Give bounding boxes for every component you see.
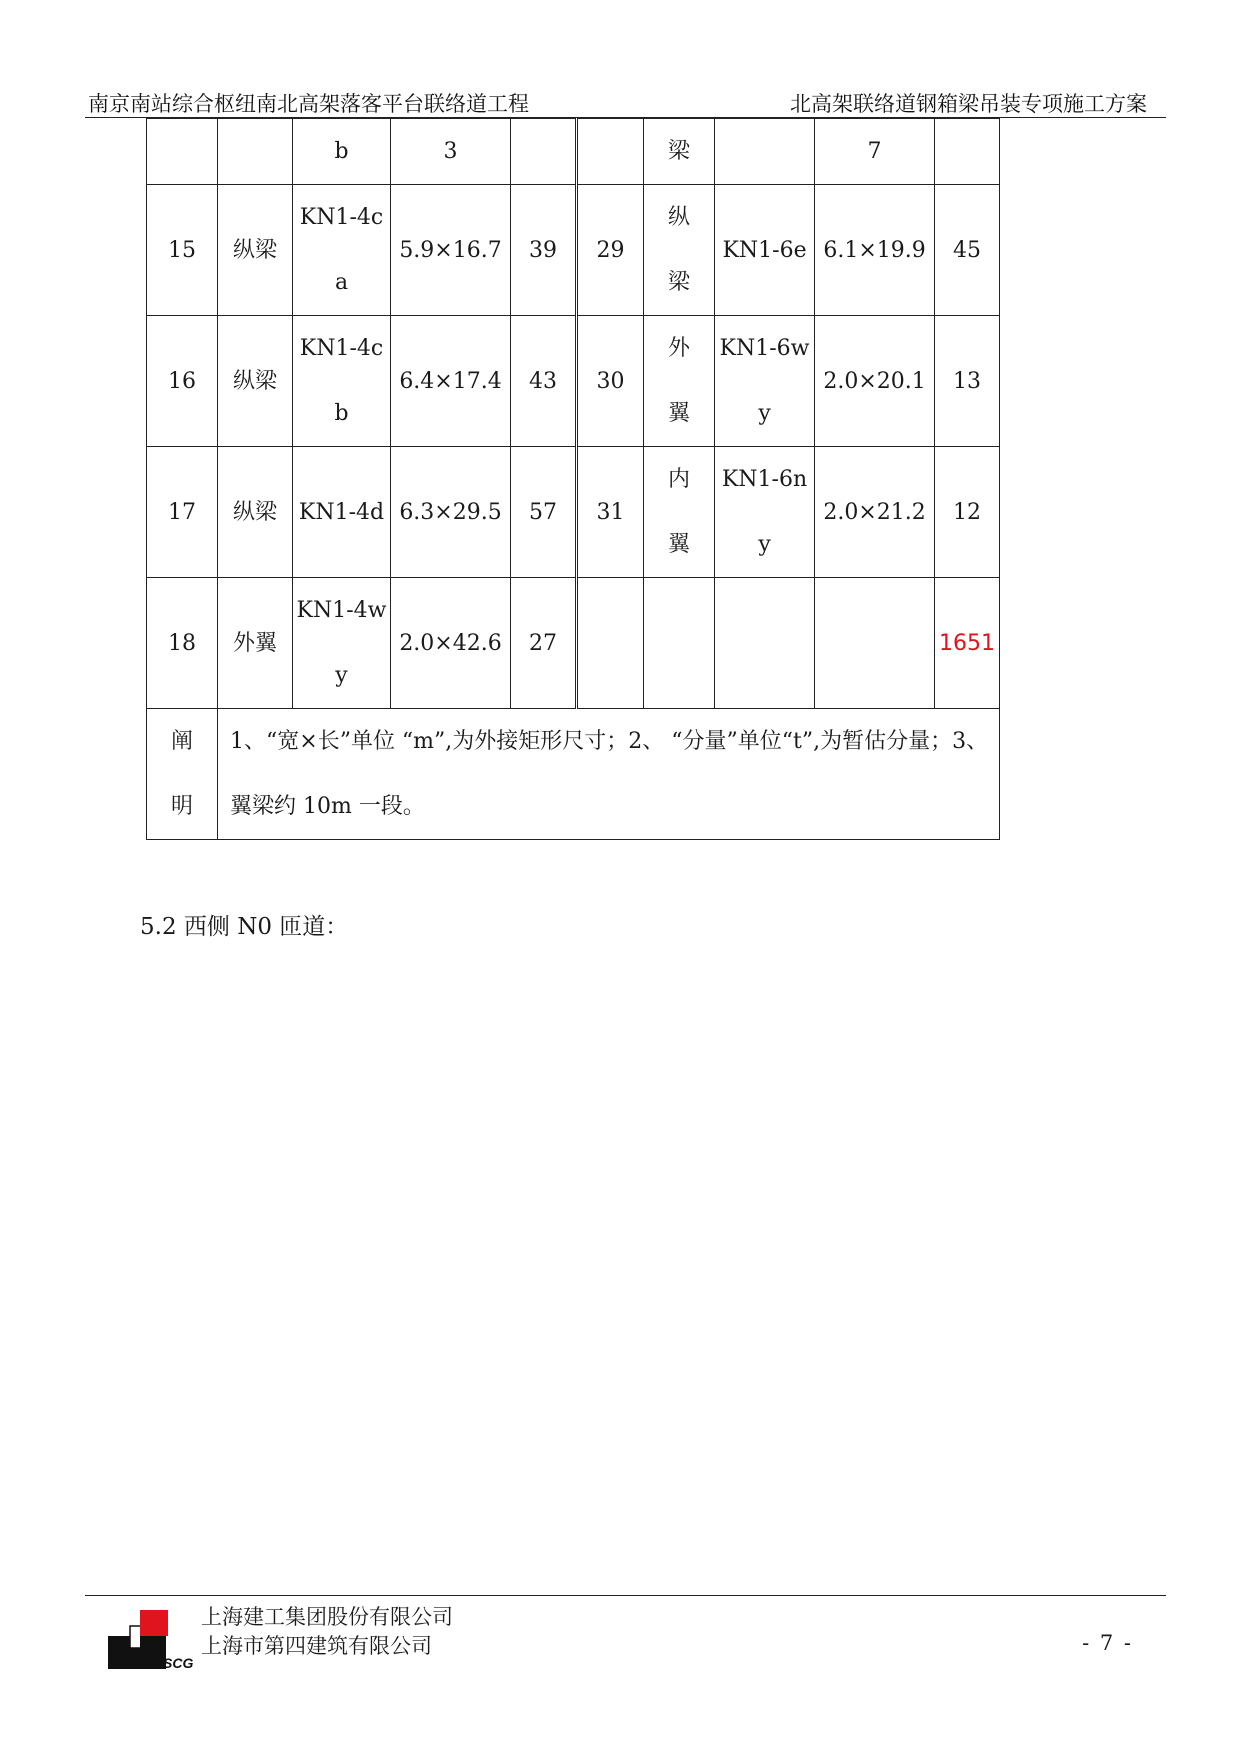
table-cell-size: 6.3×29.5 [391,447,511,578]
table-cell-code: KN1-4ca [293,185,391,316]
table-cell-code: KN1-4wy [293,578,391,709]
table-cell-size: 2.0×42.6 [391,578,511,709]
table-row [147,119,1000,185]
table-cell-size: 7 [815,119,935,185]
note-text: 1、“宽×长”单位 “m”,为外接矩形尺寸；2、 “分量”单位“t”,为暂估分量；3、翼梁约 10m 一段。 [218,709,1000,840]
table-cell [715,119,815,185]
table-cell-weight: 39 [511,185,577,316]
table-row [147,578,1000,709]
table-cell [218,119,293,185]
table-cell-weight: 45 [935,185,1000,316]
company-name-group: 上海建工集团股份有限公司 [201,1605,453,1629]
table-cell-type: 纵梁 [644,185,715,316]
table-cell [577,119,644,185]
total-weight-cell: 1651 [935,578,1000,709]
table-cell-weight: 12 [935,447,1000,578]
table-cell-no: 15 [147,185,218,316]
table-cell-code: KN1-4cb [293,316,391,447]
table-cell-code: b [293,119,391,185]
note-label: 阐明 [147,709,218,840]
table-cell-type: 纵梁 [218,316,293,447]
table-row [147,447,1000,578]
table-cell-no: 31 [577,447,644,578]
table-cell-weight: 43 [511,316,577,447]
company-name-subsidiary: 上海市第四建筑有限公司 [201,1634,432,1658]
table-cell-type: 纵梁 [218,185,293,316]
table-cell-code: KN1-6e [715,185,815,316]
table-cell [935,119,1000,185]
table-note-row [147,709,1000,840]
table-row [147,316,1000,447]
table-cell-size: 6.4×17.4 [391,316,511,447]
table-cell-type: 纵梁 [218,447,293,578]
table-cell-code: KN1-6ny [715,447,815,578]
table-cell-size: 6.1×19.9 [815,185,935,316]
table-cell-no: 17 [147,447,218,578]
table-cell-code: KN1-4d [293,447,391,578]
table-cell-type [644,578,715,709]
table-cell-size: 2.0×20.1 [815,316,935,447]
table-row [147,185,1000,316]
table-cell-size: 2.0×21.2 [815,447,935,578]
footer-divider [85,1595,1166,1596]
table-cell-type: 外翼 [644,316,715,447]
table-cell-no [577,578,644,709]
table-cell-type: 内翼 [644,447,715,578]
table-cell-code [715,578,815,709]
table-cell-weight: 57 [511,447,577,578]
table-cell-no: 29 [577,185,644,316]
table-cell-no: 30 [577,316,644,447]
header-project-title: 南京南站综合枢纽南北高架落客平台联络道工程 [88,92,529,116]
beam-list-table [146,118,1000,840]
table-cell-size: 3 [391,119,511,185]
table-cell-size [815,578,935,709]
table-cell-code: KN1-6wy [715,316,815,447]
table-cell [511,119,577,185]
page-number: - 7 - [1082,1631,1133,1655]
logo-wordmark: SCG [163,1655,194,1670]
table-cell [147,119,218,185]
section-heading: 5.2 西侧 N0 匝道： [140,914,349,940]
table-cell-weight: 13 [935,316,1000,447]
header-document-title: 北高架联络道钢箱梁吊装专项施工方案 [790,92,1147,116]
table-cell-weight: 27 [511,578,577,709]
table-cell-type: 外翼 [218,578,293,709]
table-cell-size: 5.9×16.7 [391,185,511,316]
table-cell-type: 梁 [644,119,715,185]
table-cell-no: 16 [147,316,218,447]
scg-logo-icon [108,1608,208,1670]
table-cell-no: 18 [147,578,218,709]
